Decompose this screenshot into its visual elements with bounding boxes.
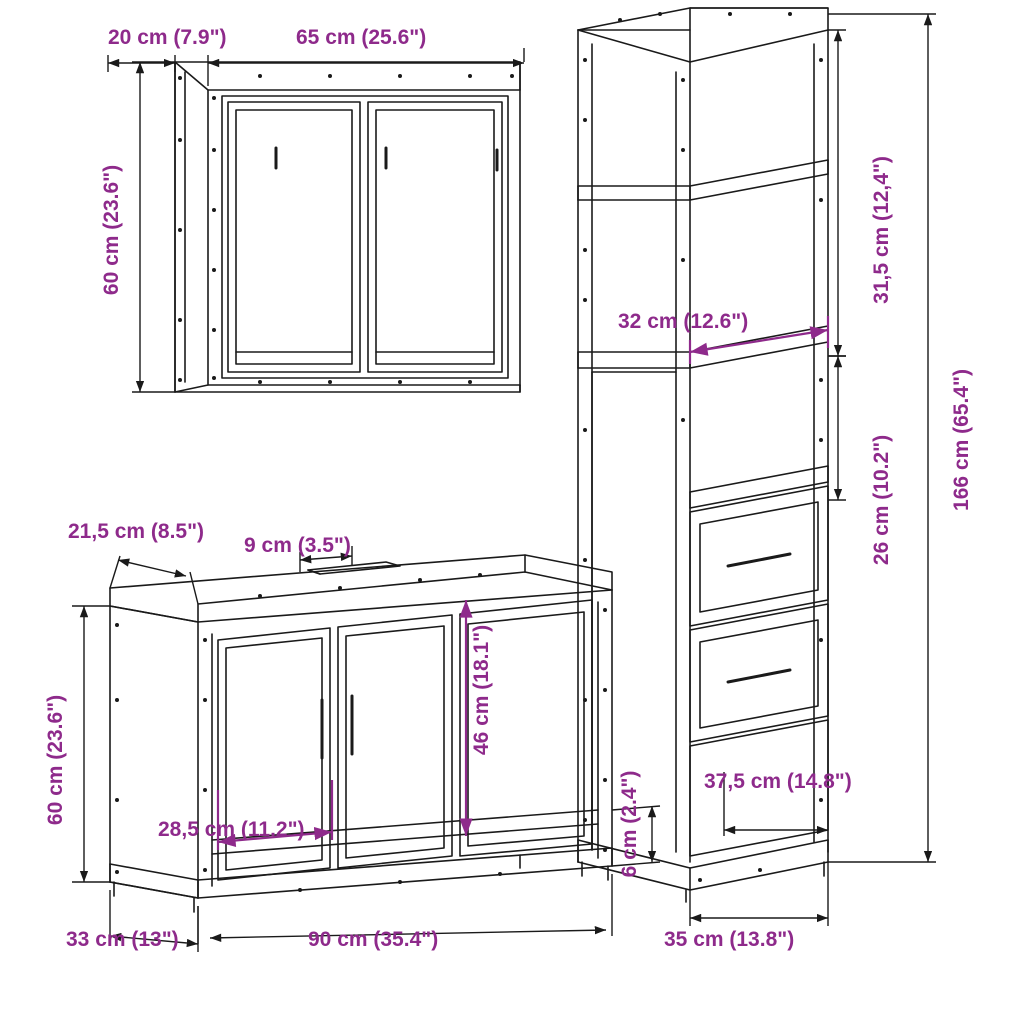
wall-cabinet-drawing [175,62,520,392]
dim-tall-upper: 31,5 cm (12,4") [870,156,893,304]
dim-wall-height: 60 cm (23.6") [100,164,123,296]
dim-tall-inner-width: 37,5 cm (14.8") [704,770,852,793]
dim-wall-depth: 20 cm (7.9") [108,26,227,49]
dim-sink-gap: 9 cm (3.5") [244,534,351,557]
dim-sink-door-width: 28,5 cm (11.2") [158,818,305,841]
dim-sink-width: 90 cm (35.4") [308,928,439,951]
tall-cabinet-drawing [578,8,828,902]
dim-tall-middle: 26 cm (10.2") [870,434,893,566]
dim-sink-top-depth: 21,5 cm (8.5") [68,520,205,543]
dim-tall-total-height: 166 cm (65.4") [950,369,973,511]
sink-cabinet-drawing [110,555,612,912]
dim-wall-width: 65 cm (25.6") [296,26,427,49]
dim-tall-depth: 35 cm (13.8") [664,928,795,951]
dim-sink-base-clearance: 6 cm (2.4") [618,770,641,878]
dim-sink-depth: 33 cm (13") [66,928,179,951]
dim-tall-shelf-width: 32 cm (12.6") [618,310,749,333]
dim-sink-height: 60 cm (23.6") [44,694,67,826]
dim-sink-inner-height: 46 cm (18.1") [470,624,493,756]
